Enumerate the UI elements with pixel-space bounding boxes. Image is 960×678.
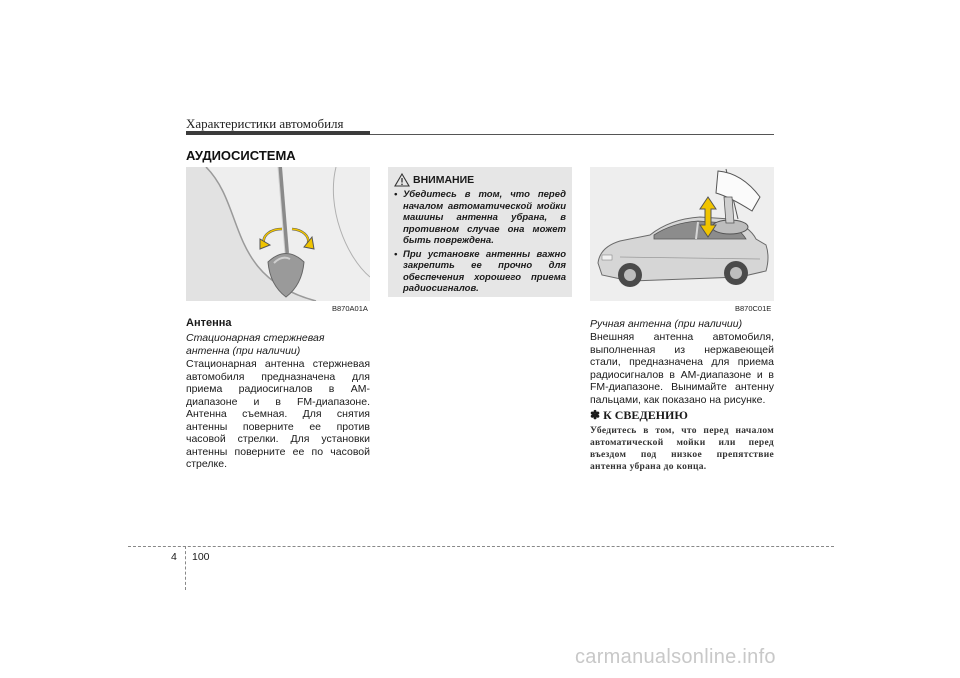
fixed-antenna-illustration: [186, 167, 370, 301]
manual-antenna-subheading: Ручная антенна (при наличии): [590, 318, 743, 330]
warning-box: [388, 167, 572, 297]
warning-item: • Убедитесь в том, что перед началом автоматической мойки машины антенна убрана, в противном случае она может быть повреждена.: [394, 189, 566, 246]
notice-text: Убедитесь в том, что перед началом автоматической мойки или перед въездом под низкое препятствие антенна убрана до конца.: [590, 426, 774, 472]
manual-antenna-body: Внешняя антенна автомобиля, выполненная из нержавеющей стали, предназначена для приема радиосигналов в АМ-диапазоне и в FM-диапазоне. Вынимайте антенну пальцами, как показано на рисунке.: [590, 331, 774, 406]
antenna-manual-figure: [590, 167, 774, 301]
chapter-number: 4: [171, 551, 177, 563]
warning-list: [394, 189, 566, 297]
header-rule-thin: [370, 134, 774, 135]
warning-title: ВНИМАНИЕ: [413, 174, 475, 186]
notice-heading: [590, 408, 688, 423]
antenna-fixed-figure: [186, 167, 370, 301]
header-rule-thick: [186, 131, 370, 135]
fixed-antenna-body: Стационарная антенна стержневая автомобиля предназначена для приема радиосигналов в АМ-диапазоне и в FM-диапазоне. Антенна съемная. Для снятия антенны поверните ее против часовой стрелки. Для установки антенны поверните ее по часовой стрелке.: [186, 358, 370, 470]
car-antenna-illustration: [590, 167, 774, 301]
fixed-antenna-subheading: Стационарная стержневая антенна (при наличии): [186, 332, 325, 357]
section-title: АУДИОСИСТЕМА: [186, 148, 296, 163]
watermark: carmanualsonline.info: [575, 646, 776, 668]
figure-code-right: B870C01E: [735, 304, 772, 313]
running-header: Характеристики автомобиля: [186, 116, 344, 131]
antenna-heading: Антенна: [186, 317, 232, 329]
notice-title: К СВЕДЕНИЮ: [603, 408, 688, 422]
warning-item: • При установке антенны важно закрепить ее прочно для обеспечения хорошего приема радиосигналов.: [394, 248, 566, 294]
footer-divider: [185, 546, 186, 590]
figure-code-left: B870A01A: [332, 304, 368, 313]
footer-rule: [128, 546, 834, 547]
page-number: 100: [192, 551, 210, 563]
notice-symbol: ✽: [590, 408, 601, 422]
